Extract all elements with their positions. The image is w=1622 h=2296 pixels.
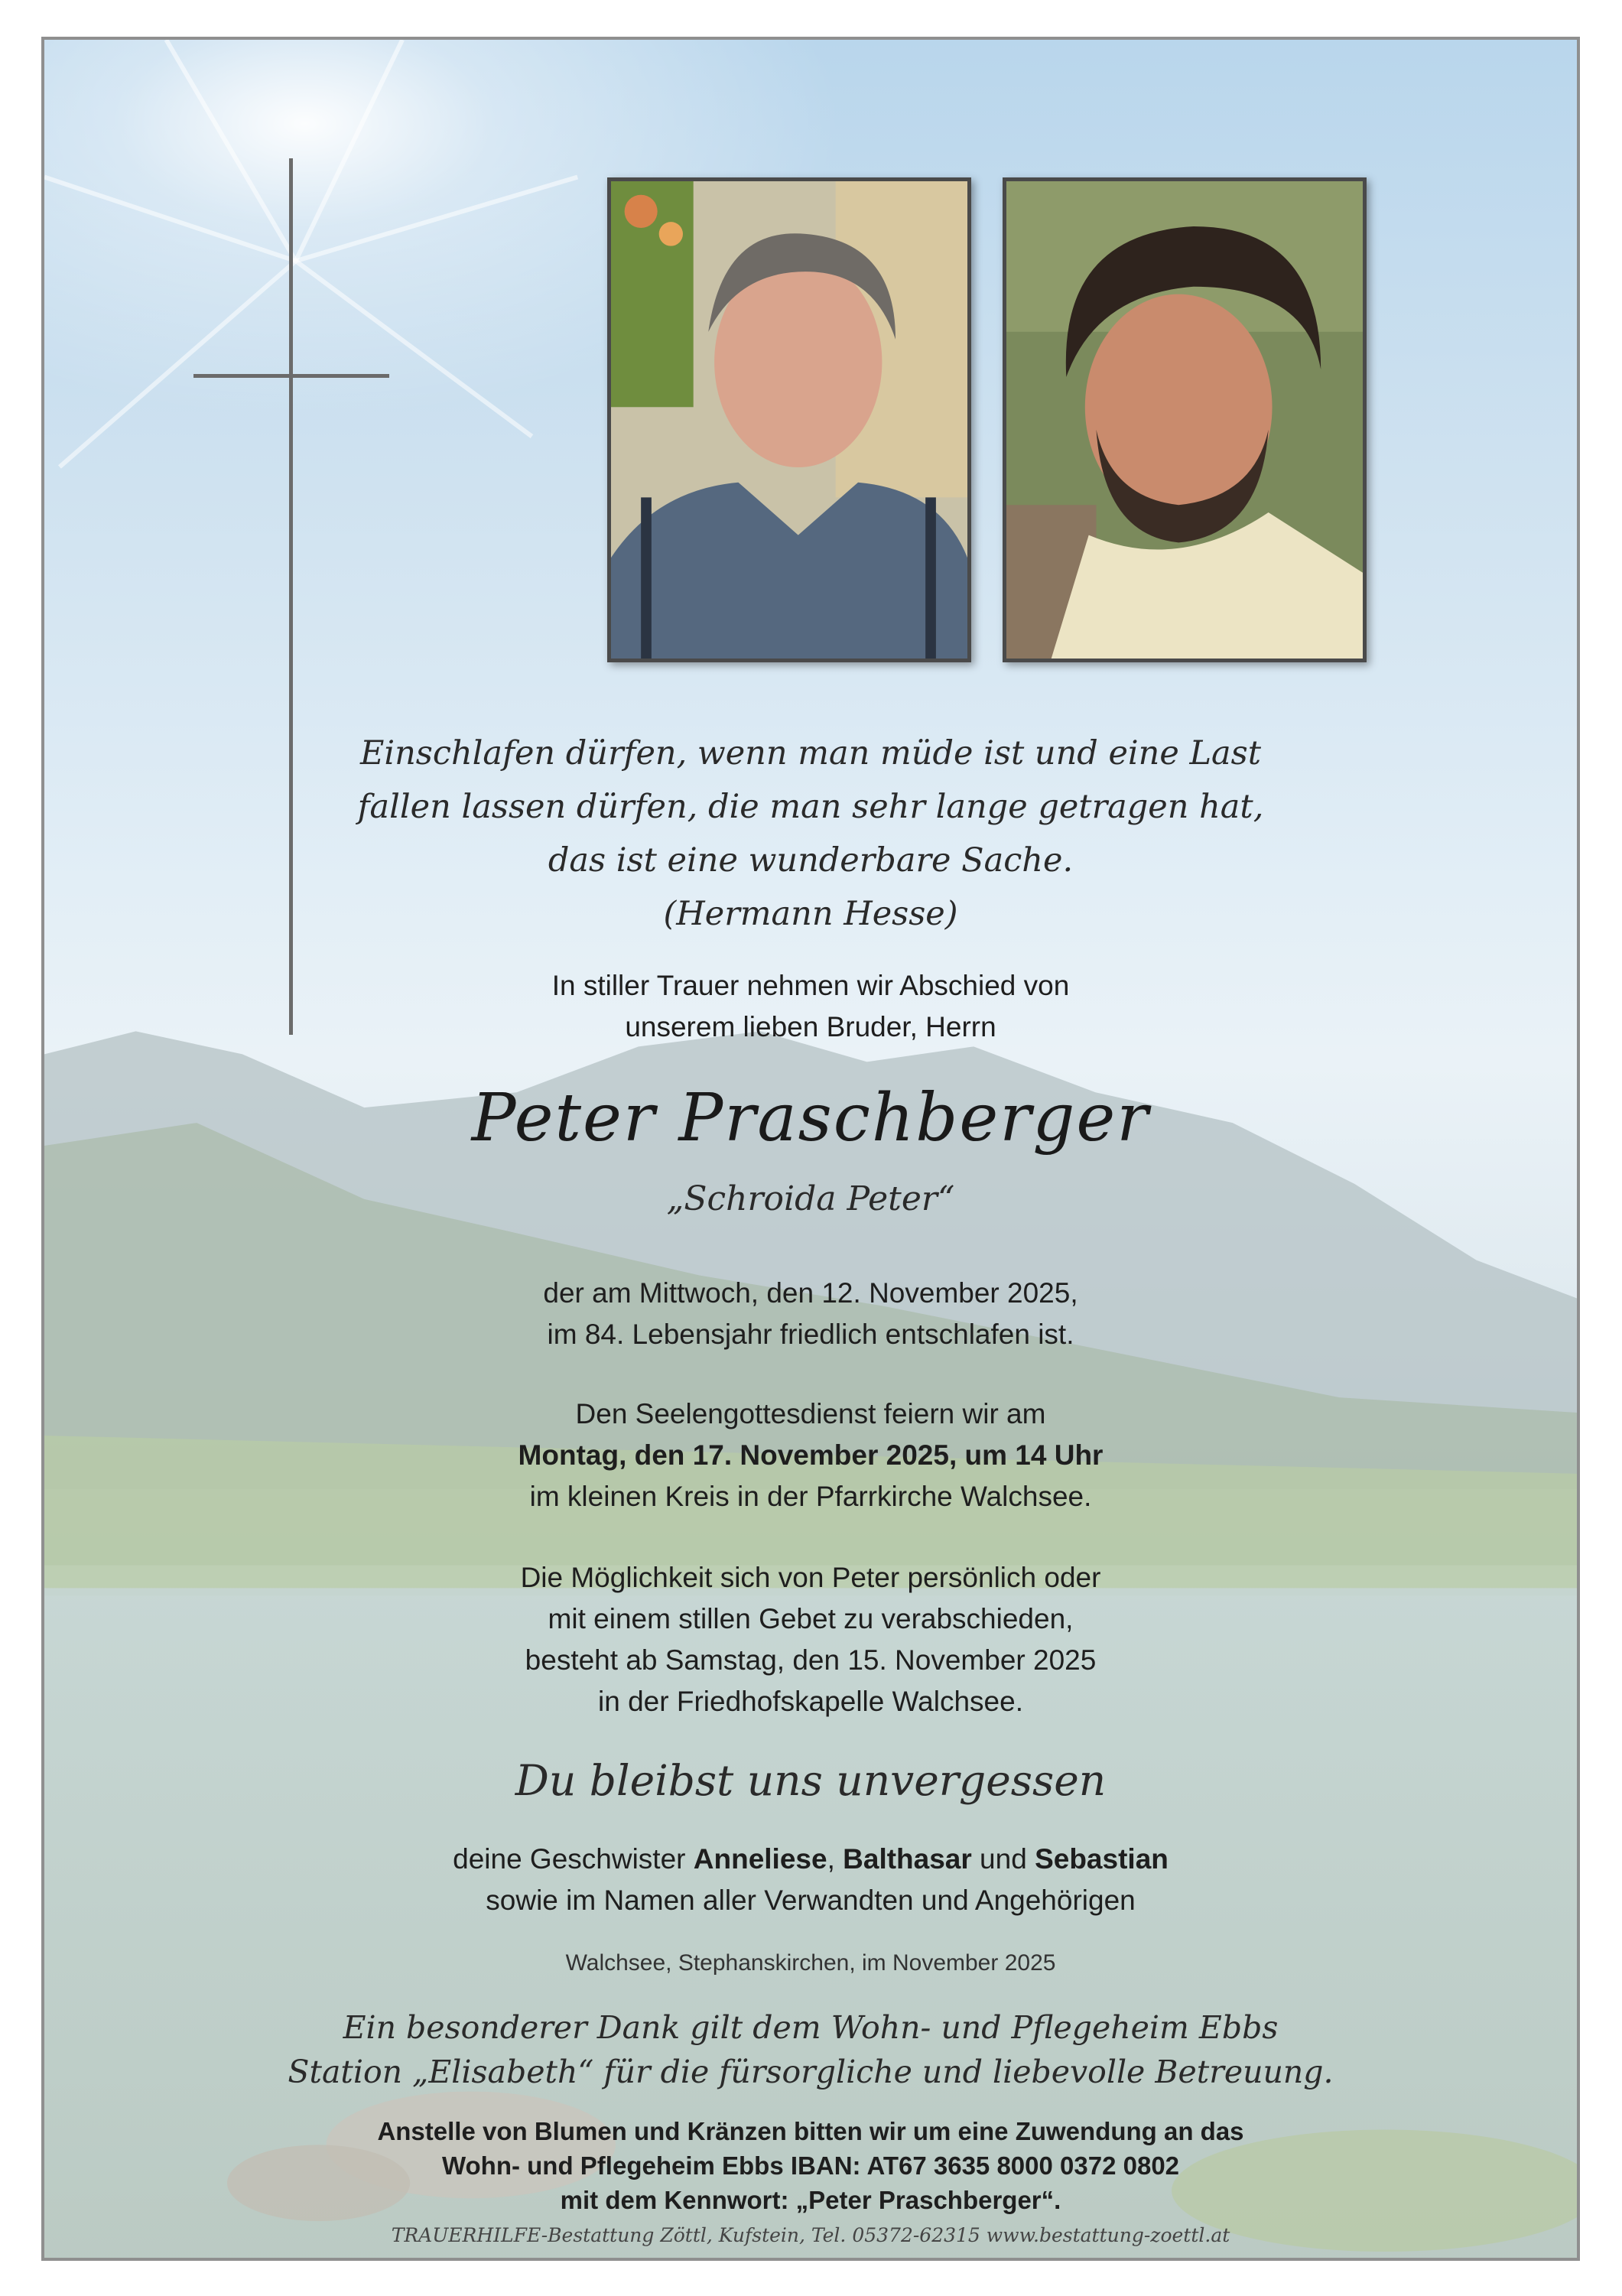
- mourners-separator-1: ,: [827, 1843, 844, 1875]
- place-date: Walchsee, Stephanskirchen, im November 2025: [565, 1950, 1056, 1976]
- portrait-photo-older: [607, 177, 971, 662]
- quote-author: (Hermann Hesse): [663, 895, 958, 933]
- farewell-line-1: Die Möglichkeit sich von Peter persönlich oder: [520, 1562, 1101, 1593]
- deceased-nickname: „Schroida Peter“: [666, 1179, 955, 1218]
- cross-horizontal-bar: [193, 374, 389, 378]
- mourner-name-1: Anneliese: [693, 1843, 827, 1875]
- motto: Du bleibst uns unvergessen: [515, 1756, 1107, 1805]
- death-line-1: der am Mittwoch, den 12. November 2025,: [543, 1277, 1078, 1309]
- mourners-line-2: sowie im Namen aller Verwandten und Angehörigen: [486, 1885, 1136, 1916]
- service-date: Montag, den 17. November 2025, um 14 Uhr: [518, 1439, 1104, 1471]
- donation-line-2: Wohn- und Pflegeheim Ebbs IBAN: AT67 3635 8000 0372 0802: [441, 2151, 1180, 2180]
- intro-line-2: unserem lieben Bruder, Herrn: [625, 1011, 996, 1042]
- funeral-home-credit: TRAUERHILFE-Bestattung Zöttl, Kufstein, Tel. 05372-62315 www.bestattung-zoettl.at: [391, 2224, 1230, 2246]
- donation-line-1: Anstelle von Blumen und Kränzen bitten wir um eine Zuwendung an das: [377, 2117, 1244, 2145]
- mourners-prefix: deine Geschwister: [453, 1843, 694, 1875]
- donation-line-3: mit dem Kennwort: „Peter Praschberger“.: [560, 2186, 1061, 2214]
- intro-line-1: In stiller Trauer nehmen wir Abschied von: [551, 970, 1070, 1001]
- quote-line-3: das ist eine wunderbare Sache.: [548, 841, 1074, 880]
- quote-line-1: Einschlafen dürfen, wenn man müde ist und eine Last: [359, 734, 1262, 772]
- deceased-name: Peter Praschberger: [471, 1080, 1150, 1156]
- portrait-photo-younger: [1003, 177, 1367, 662]
- obituary-card: [41, 37, 1580, 2261]
- farewell-line-4: in der Friedhofskapelle Walchsee.: [598, 1686, 1023, 1717]
- mourner-name-3: Sebastian: [1035, 1843, 1169, 1875]
- death-line-2: im 84. Lebensjahr friedlich entschlafen ist.: [547, 1319, 1074, 1350]
- thanks-line-2: Station „Elisabeth“ für die fürsorgliche und liebevolle Betreuung.: [288, 2054, 1334, 2090]
- farewell-line-2: mit einem stillen Gebet zu verabschieden,: [548, 1603, 1074, 1634]
- mourners-separator-2: und: [971, 1843, 1035, 1875]
- mourners-line-1: [44, 1839, 1577, 1880]
- quote-line-2: fallen lassen dürfen, die man sehr lange getragen hat,: [357, 788, 1264, 826]
- farewell-line-3: besteht ab Samstag, den 15. November 2025: [525, 1644, 1097, 1676]
- service-line-1: Den Seelengottesdienst feiern wir am: [575, 1398, 1046, 1429]
- service-line-3: im kleinen Kreis in der Pfarrkirche Walchsee.: [529, 1481, 1092, 1512]
- mourner-name-2: Balthasar: [843, 1843, 972, 1875]
- thanks-line-1: Ein besonderer Dank gilt dem Wohn- und Pflegeheim Ebbs: [343, 2009, 1279, 2046]
